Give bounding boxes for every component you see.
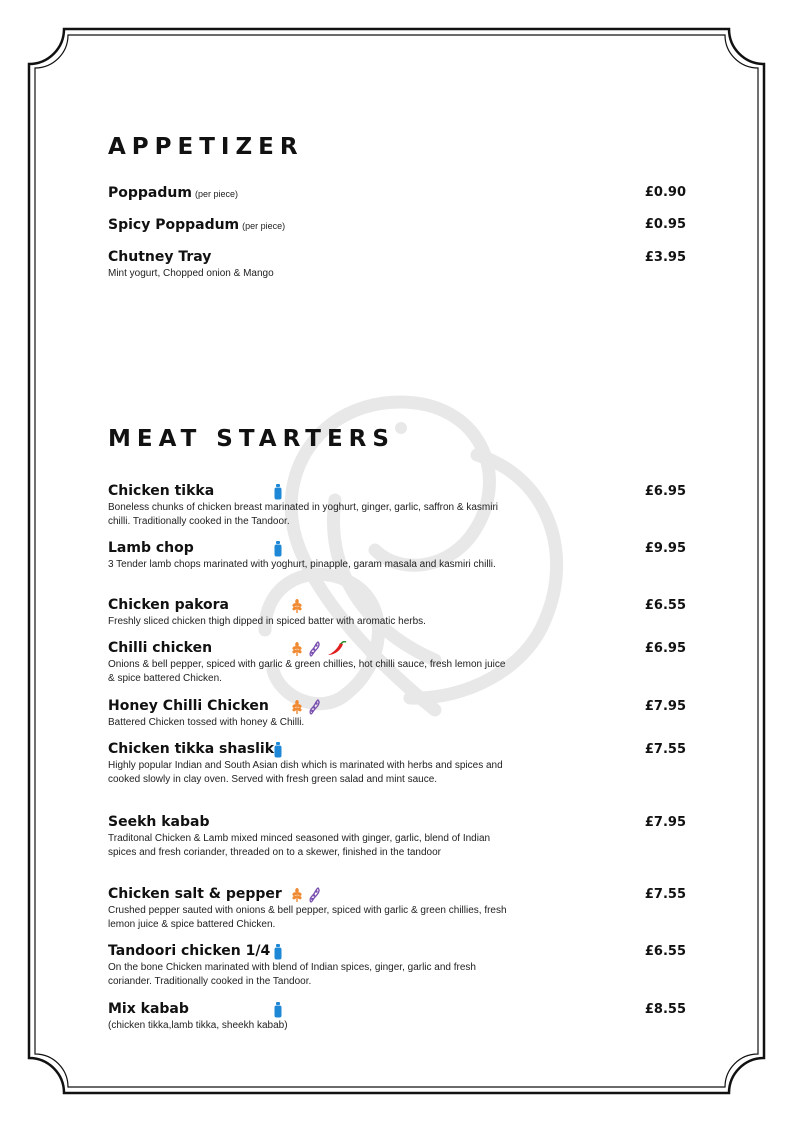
item-description: Highly popular Indian and South Asian dish which is marinated with herbs and spices and cooked slowly in clay oven. Served with fresh green salad and mint sauce.	[108, 760, 503, 785]
item-name: Mix kabab	[108, 1001, 189, 1017]
item-name: Tandoori chicken 1/4	[108, 943, 271, 959]
item-description: 3 Tender lamb chops marinated with yoghurt, pinapple, garam masala and kasmiri chilli.	[108, 559, 496, 570]
item-price: £0.95	[644, 217, 686, 232]
menu-item	[108, 597, 686, 629]
item-note: (per piece)	[194, 189, 238, 199]
item-name: Chutney Tray	[108, 249, 212, 265]
soy-icon	[309, 641, 321, 657]
menu-item	[108, 741, 686, 787]
item-price: £7.55	[644, 742, 686, 757]
milk-bottle-icon	[274, 484, 282, 500]
item-price: £7.95	[644, 815, 686, 830]
item-description: Onions & bell pepper, spiced with garlic & green chillies, hot chilli sauce, fresh lemon juice & spice battered Chicken.	[108, 659, 506, 684]
menu-item	[108, 184, 686, 202]
item-price: £6.95	[644, 484, 686, 499]
item-name: Chicken tikka shaslik	[108, 741, 275, 757]
item-name: Chicken salt & pepper	[108, 886, 282, 902]
item-description: Freshly sliced chicken thigh dipped in spiced batter with aromatic herbs.	[108, 616, 426, 627]
item-price: £6.55	[644, 944, 686, 959]
item-description: Mint yogurt, Chopped onion & Mango	[108, 268, 274, 279]
menu-item	[108, 814, 686, 860]
wheat-icon	[291, 888, 303, 902]
wheat-icon	[291, 599, 303, 613]
chilli-icon	[327, 641, 347, 657]
item-description: Traditonal Chicken & Lamb mixed minced seasoned with ginger, garlic, blend of Indian spices and fresh coriander, threaded on to a skewer, finished in the tandoor	[108, 833, 491, 858]
item-name: Honey Chilli Chicken	[108, 698, 269, 714]
menu-item	[108, 943, 686, 989]
item-name: Chilli chicken	[108, 640, 213, 656]
milk-bottle-icon	[274, 1002, 282, 1018]
item-name: Poppadum	[108, 185, 192, 201]
section-title-meat-starters: MEAT STARTERS	[108, 426, 395, 452]
menu-item	[108, 483, 686, 529]
item-description: Battered Chicken tossed with honey & Chilli.	[108, 717, 305, 728]
menu-item	[108, 640, 686, 686]
soy-icon	[309, 887, 321, 903]
wheat-icon	[291, 700, 303, 714]
milk-bottle-icon	[274, 742, 282, 758]
menu-item	[108, 249, 686, 281]
menu-item	[108, 540, 686, 572]
item-description: On the bone Chicken marinated with blend of Indian spices, ginger, garlic and fresh coriander. Traditionally cooked in the Tandoor.	[108, 962, 476, 987]
item-description: Crushed pepper sauted with onions & bell pepper, spiced with garlic & green chillies, fresh lemon juice & spice battered Chicken.	[108, 905, 507, 930]
menu-item	[108, 1001, 686, 1033]
wheat-icon	[291, 642, 303, 656]
item-name: Spicy Poppadum	[108, 217, 240, 233]
item-price: £0.90	[644, 185, 686, 200]
item-price: £7.95	[644, 699, 686, 714]
menu-item	[108, 216, 686, 234]
item-price: £3.95	[644, 250, 686, 265]
section-title-appetizer: APPETIZER	[108, 134, 304, 160]
item-price: £6.95	[644, 641, 686, 656]
item-description: (chicken tikka,lamb tikka, sheekh kabab)	[108, 1020, 288, 1031]
item-price: £9.95	[644, 541, 686, 556]
item-name: Chicken pakora	[108, 597, 229, 613]
item-price: £6.55	[644, 598, 686, 613]
item-name: Lamb chop	[108, 540, 194, 556]
item-name: Chicken tikka	[108, 483, 215, 499]
menu-item	[108, 886, 686, 932]
milk-bottle-icon	[274, 944, 282, 960]
menu-item	[108, 698, 686, 730]
item-name: Seekh kabab	[108, 814, 210, 830]
soy-icon	[309, 699, 321, 715]
milk-bottle-icon	[274, 541, 282, 557]
item-price: £8.55	[644, 1002, 686, 1017]
item-note: (per piece)	[242, 221, 286, 231]
item-description: Boneless chunks of chicken breast marinated in yoghurt, ginger, garlic, saffron & kasmiri chilli. Traditionally cooked in the Tandoor.	[108, 502, 499, 527]
item-price: £7.55	[644, 887, 686, 902]
